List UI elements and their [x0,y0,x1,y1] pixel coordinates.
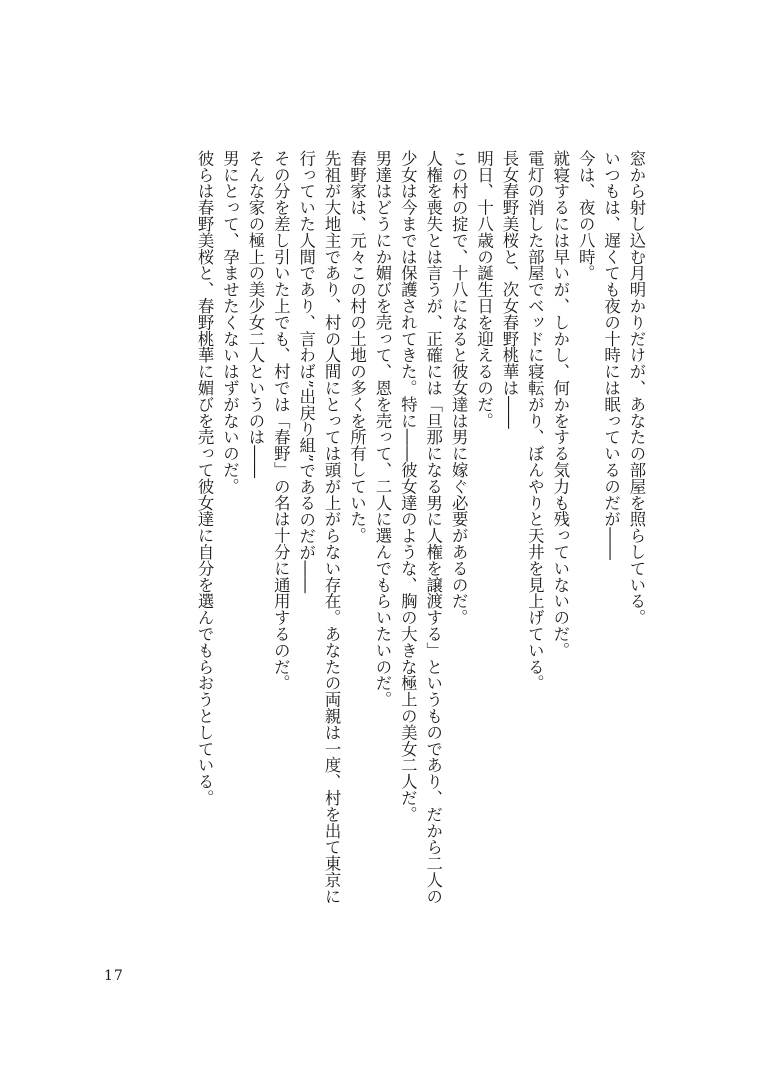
text-line: 今は、夜の八時。 [576,150,596,282]
text-line: 男達はどうにか媚びを売って、恩を売って、二人に選んでもらいたいのだ。 [372,150,392,708]
text-line: 窓から射し込む月明かりだけが、あなたの部屋を照らしている。 [627,150,646,626]
text-line: いつもは、遅くても夜の十時には眠っているのだが―― [601,150,621,560]
page-number: 17 [104,968,124,984]
text-line: この村の掟で、十八になると彼女達は男に嫁ぐ必要があるのだ。 [449,150,469,626]
text-line: 春野家は、元々この村の土地の多くを所有していた。 [347,150,367,544]
text-line: 人権を喪失とは言うが、正確には「旦那になる男に人権を譲渡する」というものであり、だから二人の少女は今までは保護されてきた。特に――彼女達のような、胸の大きな極上の美女二人だ。 [398,150,443,905]
text-line: 長女春野美桜と、次女春野桃華は―― [499,150,519,429]
text-line: 電灯の消した部屋でベッドに寝転がり、ぼんやりと天井を見上げている。 [525,150,545,692]
text-line: 就寝するには早いが、しかし、何かをする気力も残っていないのだ。 [550,150,570,659]
novel-text-block [89,150,649,910]
text-line: 男にとって、孕ませたくないはずがないのだ。 [220,150,240,495]
text-line: 彼らは春野美桜と、春野桃華に媚びを売って彼女達に自分を選んでもらおうとしている。 [195,150,215,806]
text-line: そんな家の極上の美少女二人というのは―― [245,150,265,478]
text-line: 先祖が大地主であり、村の人間にとっては頭が上がらない存在。あなたの両親は一度、村を出て東京に行っていた人間であり、言わば”出戻り組”であるのだが―― [296,150,342,905]
text-line: その分を差し引いた上でも、村では「春野」の名は十分に通用するのだ。 [271,150,291,692]
text-line: 明日、十八歳の誕生日を迎えるのだ。 [474,150,494,429]
